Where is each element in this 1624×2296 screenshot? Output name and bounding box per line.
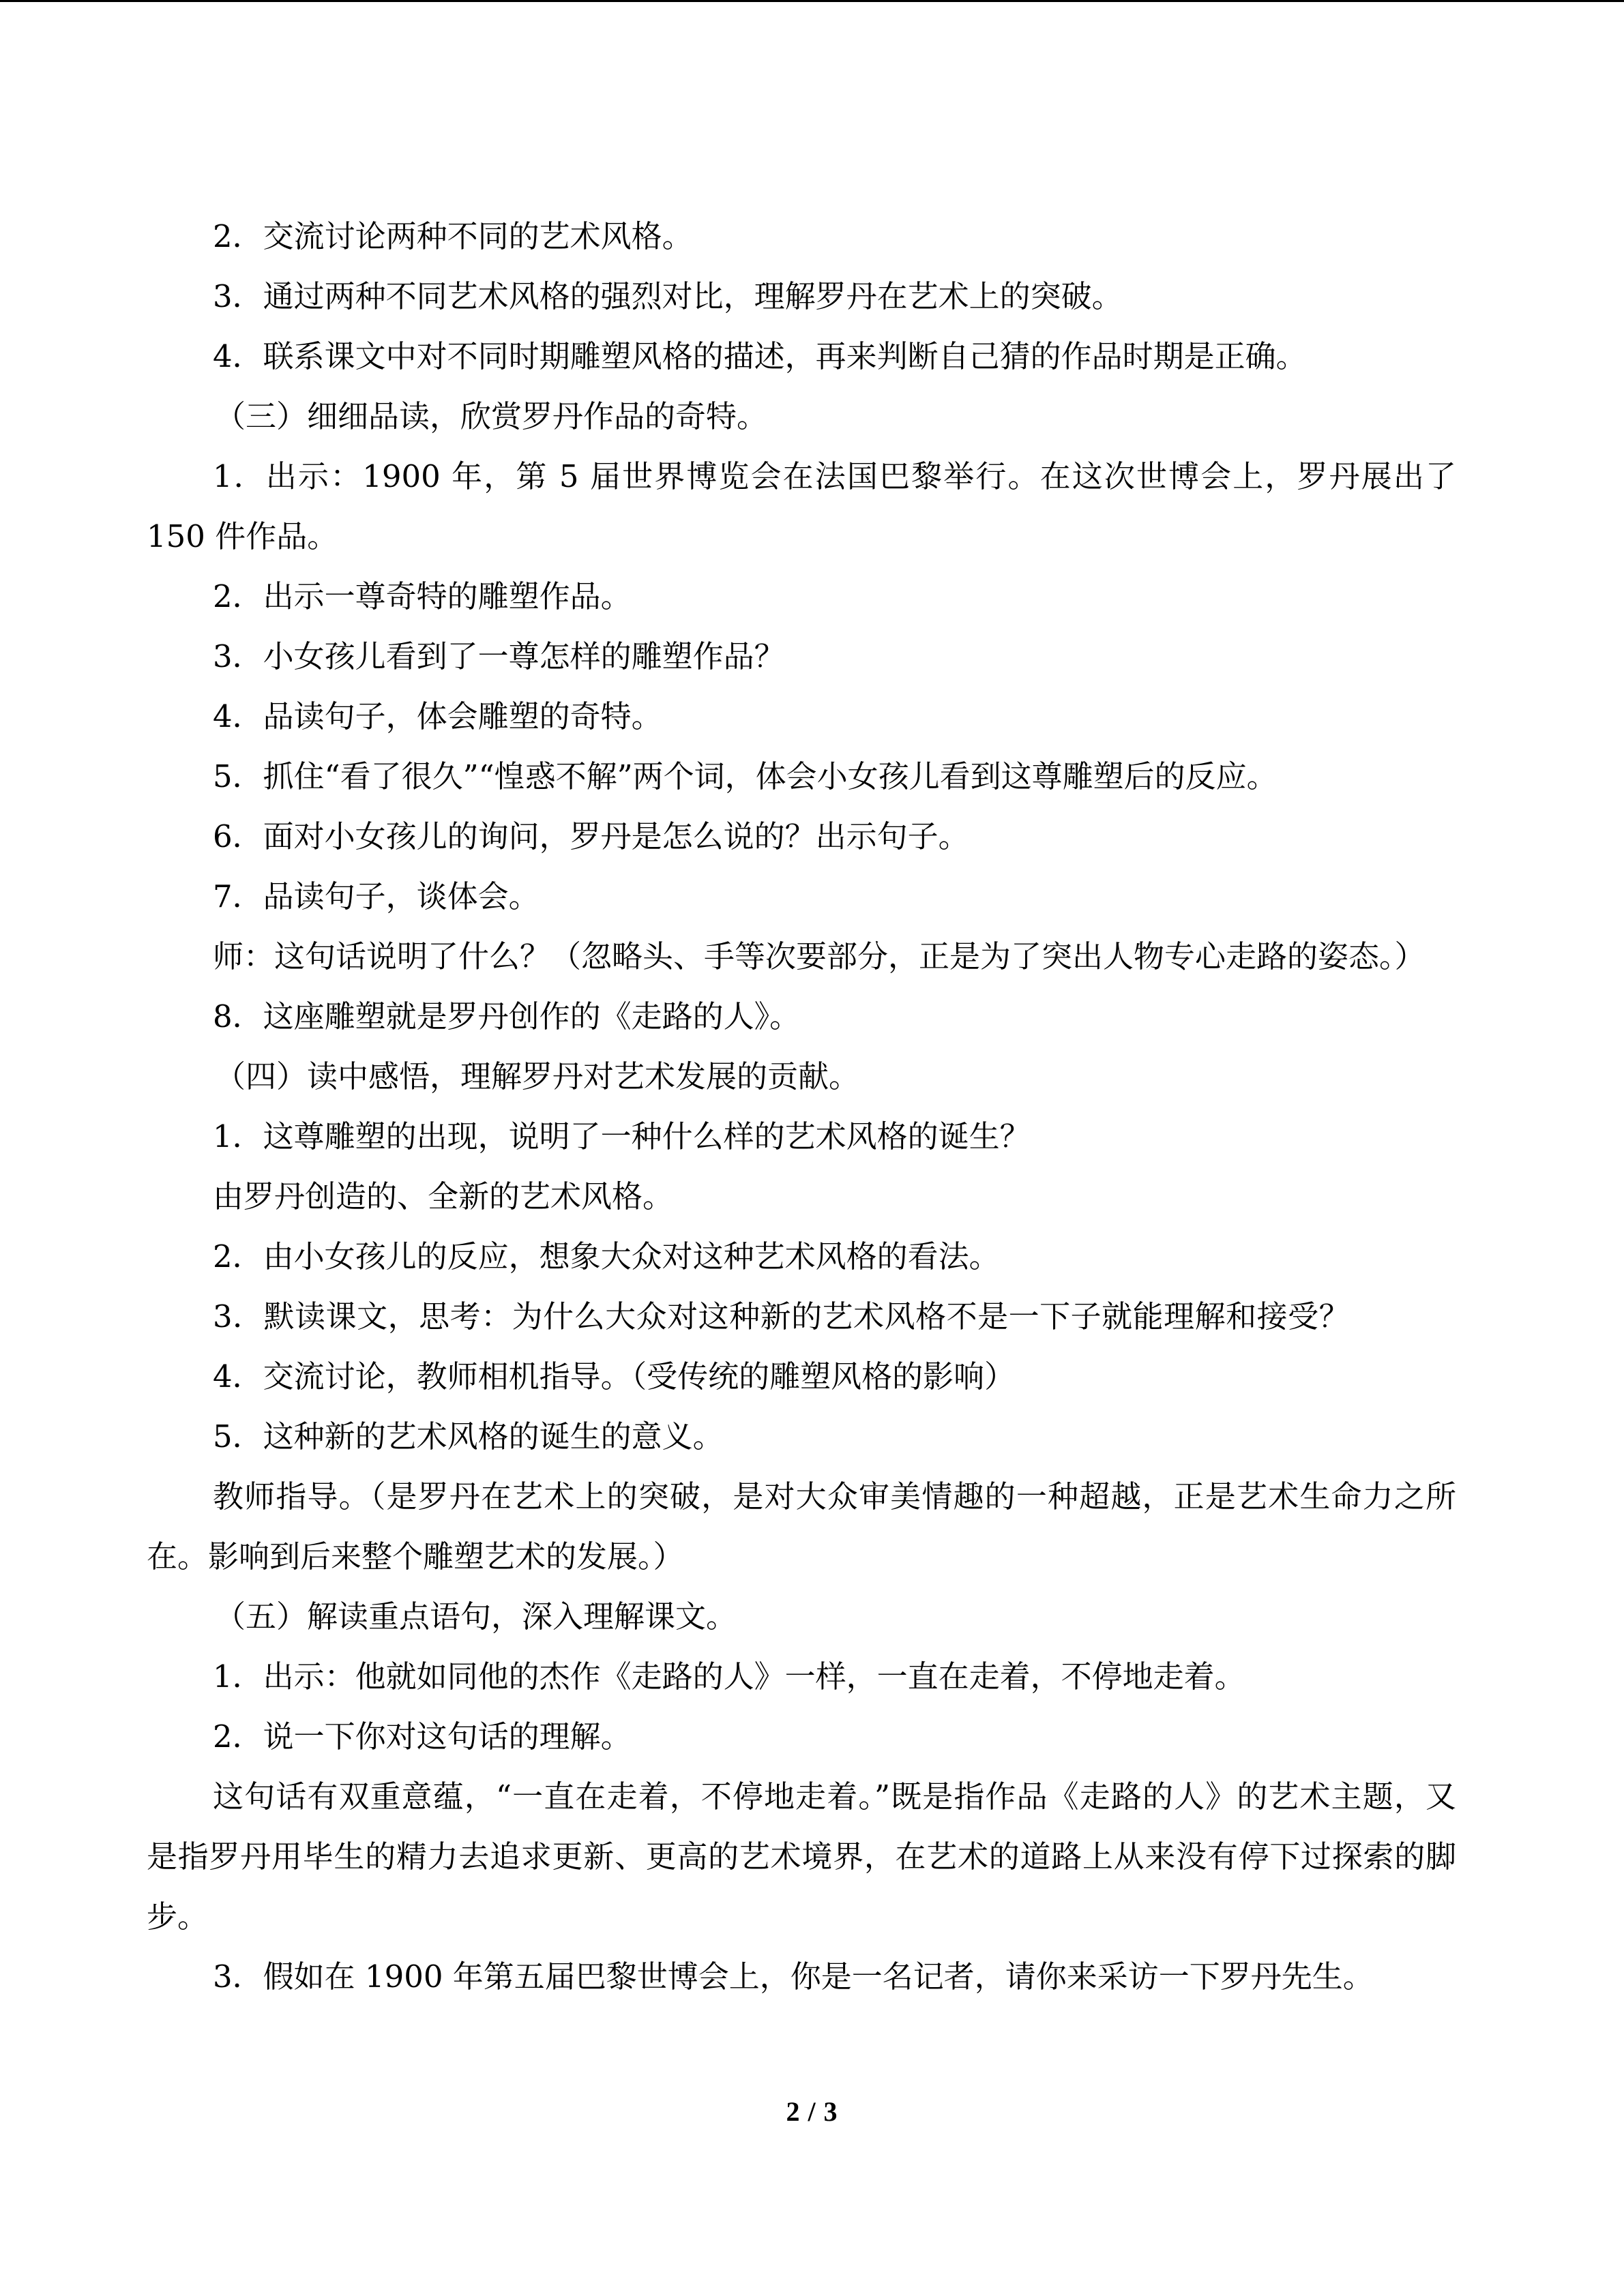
section-heading-3: （三）细细品读，欣赏罗丹作品的奇特。 <box>215 398 768 434</box>
paragraph-item-7-discuss: 7．品读句子，谈体会。 <box>213 878 540 914</box>
section-heading-5: （五）解读重点语句，深入理解课文。 <box>215 1598 737 1635</box>
paragraph-item-4-discussion: 4．交流讨论，教师相机指导。（受传统的雕塑风格的影响） <box>213 1358 1016 1395</box>
paragraph-item-4-read: 4．品读句子，体会雕塑的奇特。 <box>213 698 662 734</box>
paragraph-item-1-quote: 1．出示：他就如同他的杰作《走路的人》一样，一直在走着，不停地走着。 <box>213 1658 1245 1695</box>
explanation-double-meaning: 这句话有双重意蕴，“一直在走着，不停地走着。”既是指作品《走路的人》的艺术主题，又是指罗丹用毕生的精力去追求更新、更高的艺术境界，在艺术的道路上从来没有停下过探索的脚步。 <box>147 1778 1456 1935</box>
teacher-note-1: 师：这句话说明了什么？（忽略头、手等次要部分，正是为了突出人物专心走路的姿态。） <box>213 938 1426 974</box>
paragraph-item-6-rodin: 6．面对小女孩儿的询问，罗丹是怎么说的？出示句子。 <box>213 818 969 854</box>
section-heading-4: （四）读中感悟，理解罗丹对艺术发展的贡献。 <box>215 1058 860 1094</box>
paragraph-item-3-interview: 3．假如在 1900 年第五届巴黎世博会上，你是一名记者，请你来采访一下罗丹先生。 <box>213 1958 1374 1995</box>
paragraph-item-3-silent-read: 3．默读课文，思考：为什么大众对这种新的艺术风格不是一下子就能理解和接受？ <box>213 1298 1350 1335</box>
teacher-note-2: 教师指导。（是罗丹在艺术上的突破，是对大众审美情趣的一种超越，正是艺术生命力之所在。影响到后来整个雕塑艺术的发展。） <box>147 1478 1456 1575</box>
paragraph-item-3: 3．通过两种不同艺术风格的强烈对比，理解罗丹在艺术上的突破。 <box>213 278 1123 314</box>
paragraph-item-5-reaction: 5．抓住“看了很久”“惶惑不解”两个词，体会小女孩儿看到这尊雕塑后的反应。 <box>213 758 1278 794</box>
document-body <box>147 207 1456 2007</box>
paragraph-item-3-girl: 3．小女孩儿看到了一尊怎样的雕塑作品？ <box>213 638 785 674</box>
paragraph-item-8-walking-man: 8．这座雕塑就是罗丹创作的《走路的人》。 <box>213 998 801 1034</box>
paragraph-item-2-public-view: 2．由小女孩儿的反应，想象大众对这种艺术风格的看法。 <box>213 1238 1000 1274</box>
paragraph-item-1-style: 1．这尊雕塑的出现，说明了一种什么样的艺术风格的诞生？ <box>213 1118 1031 1154</box>
paragraph-item-2-sculpture: 2．出示一尊奇特的雕塑作品。 <box>213 578 632 614</box>
answer-new-style: 由罗丹创造的、全新的艺术风格。 <box>213 1178 674 1214</box>
paragraph-item-1-expo: 1．出示：1900 年，第 5 届世界博览会在法国巴黎举行。在这次世博会上，罗丹展出了 150 件作品。 <box>147 458 1456 554</box>
paragraph-item-4: 4．联系课文中对不同时期雕塑风格的描述，再来判断自己猜的作品时期是正确。 <box>213 338 1307 374</box>
page-number: 2 / 3 <box>786 2096 838 2127</box>
paragraph-item-2: 2．交流讨论两种不同的艺术风格。 <box>213 218 693 254</box>
paragraph-item-5-meaning: 5．这种新的艺术风格的诞生的意义。 <box>213 1418 724 1455</box>
paragraph-item-2-understanding: 2．说一下你对这句话的理解。 <box>213 1718 632 1755</box>
